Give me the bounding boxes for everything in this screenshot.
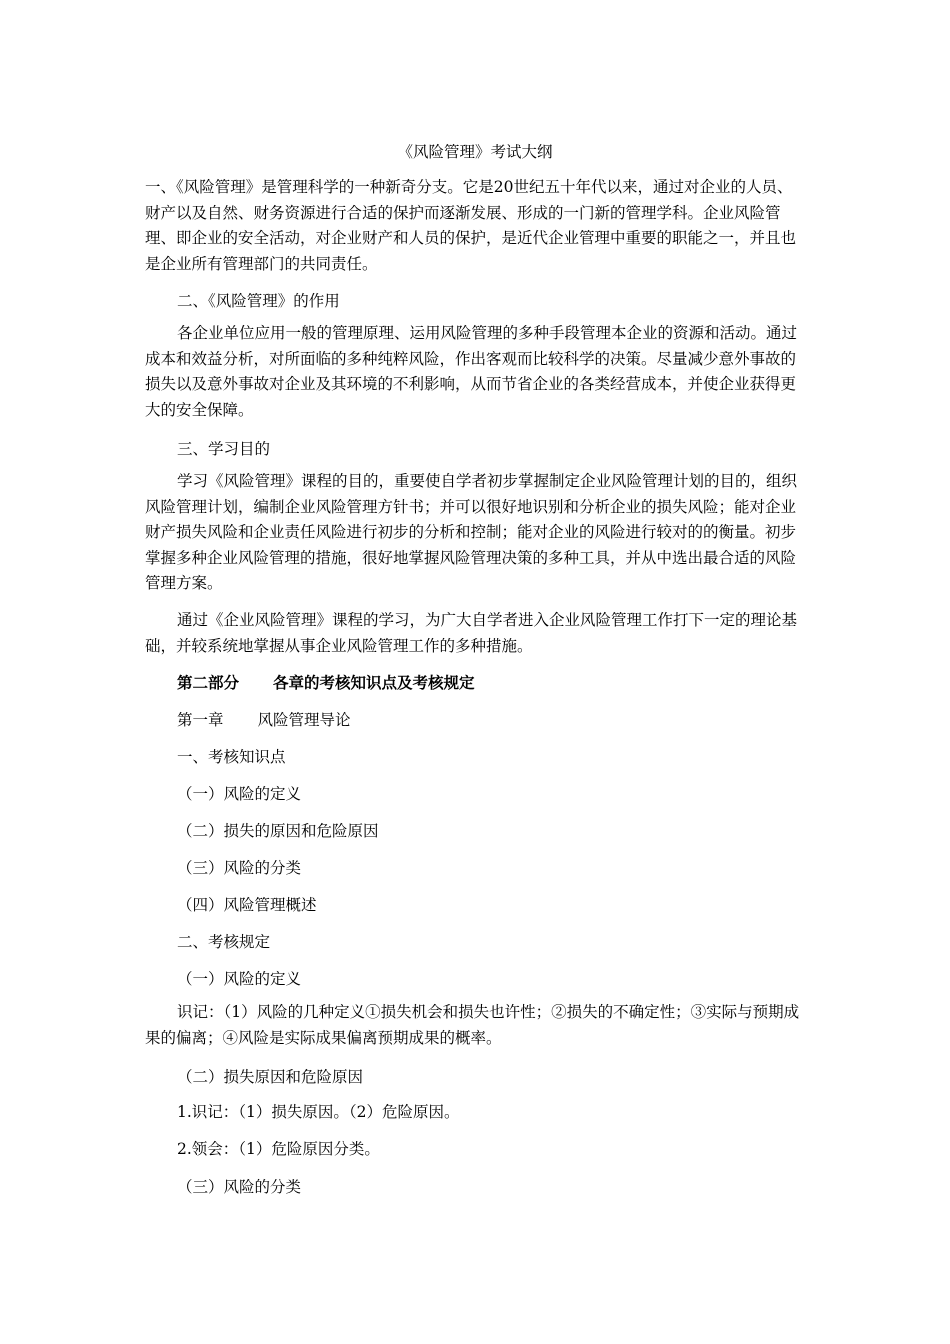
part2-heading	[177, 671, 475, 695]
knowledge-item: （二）损失的原因和危险原因	[177, 822, 379, 840]
knowledge-item: （四）风险管理概述	[177, 896, 317, 914]
part2-label: 第二部分	[177, 673, 240, 692]
section3-paragraph-2: 通过《企业风险管理》课程的学习，为广大自学者进入企业风险管理工作打下一定的理论基础，并较系统地掌握从事企业风险管理工作的多种措施。	[145, 611, 798, 655]
rule2-heading: （二）损失原因和危险原因	[177, 1068, 364, 1086]
section3-heading: 三、学习目的	[177, 440, 271, 458]
document-title: 《风险管理》考试大纲	[397, 143, 553, 161]
rules-heading: 二、考核规定	[177, 933, 271, 951]
chapter1-title: 风险管理导论	[257, 711, 351, 729]
section2-paragraph: 各企业单位应用一般的管理原理、运用风险管理的多种手段管理本企业的资源和活动。通过成本和效益分析，对所面临的多种纯粹风险，作出客观而比较科学的决策。尽量减少意外事故的损失以及意外事故对企业及其环境的不利影响，从而节省企业的各类经营成本，并使企业获得更大的安全保障。	[145, 324, 798, 419]
knowledge-item: （一）风险的定义	[177, 785, 302, 803]
rule1-paragraph: 识记：（1）风险的几种定义①损失机会和损失也许性；②损失的不确定性；③实际与预期成果的偏离；④风险是实际成果偏离预期成果的概率。	[145, 1003, 800, 1047]
chapter1-label: 第一章	[177, 711, 224, 729]
rule2-item-1: 1.识记：（1）损失原因。（2）危险原因。	[177, 1103, 460, 1121]
rule3-heading: （三）风险的分类	[177, 1178, 302, 1196]
chapter1-heading	[177, 708, 351, 732]
section1-paragraph: 一、《风险管理》是管理科学的一种新奇分支。它是20世纪五十年代以来，通过对企业的人员、财产以及自然、财务资源进行合适的保护而逐渐发展、形成的一门新的管理学科。企业风险管理、即企业的安全活动，对企业财产和人员的保护，是近代企业管理中重要的职能之一，并且也是企业所有管理部门的共同责任。	[145, 178, 797, 273]
knowledge-item: （三）风险的分类	[177, 859, 302, 877]
rule2-item-2: 2.领会：（1）危险原因分类。	[177, 1140, 380, 1158]
part2-title: 各章的考核知识点及考核规定	[273, 673, 475, 692]
section3-paragraph-1: 学习《风险管理》课程的目的，重要使自学者初步掌握制定企业风险管理计划的目的，组织风险管理计划，编制企业风险管理方针书；并可以很好地识别和分析企业的损失风险；能对企业财产损失风险和企业责任风险进行初步的分析和控制；能对企业的风险进行较对的的衡量。初步掌握多种企业风险管理的措施，很好地掌握风险管理决策的多种工具，并从中选出最合适的风险管理方案。	[145, 472, 798, 592]
section2-heading: 二、《风险管理》的作用	[177, 292, 340, 310]
knowledge-heading: 一、考核知识点	[177, 748, 286, 766]
rule1-heading: （一）风险的定义	[177, 970, 302, 988]
